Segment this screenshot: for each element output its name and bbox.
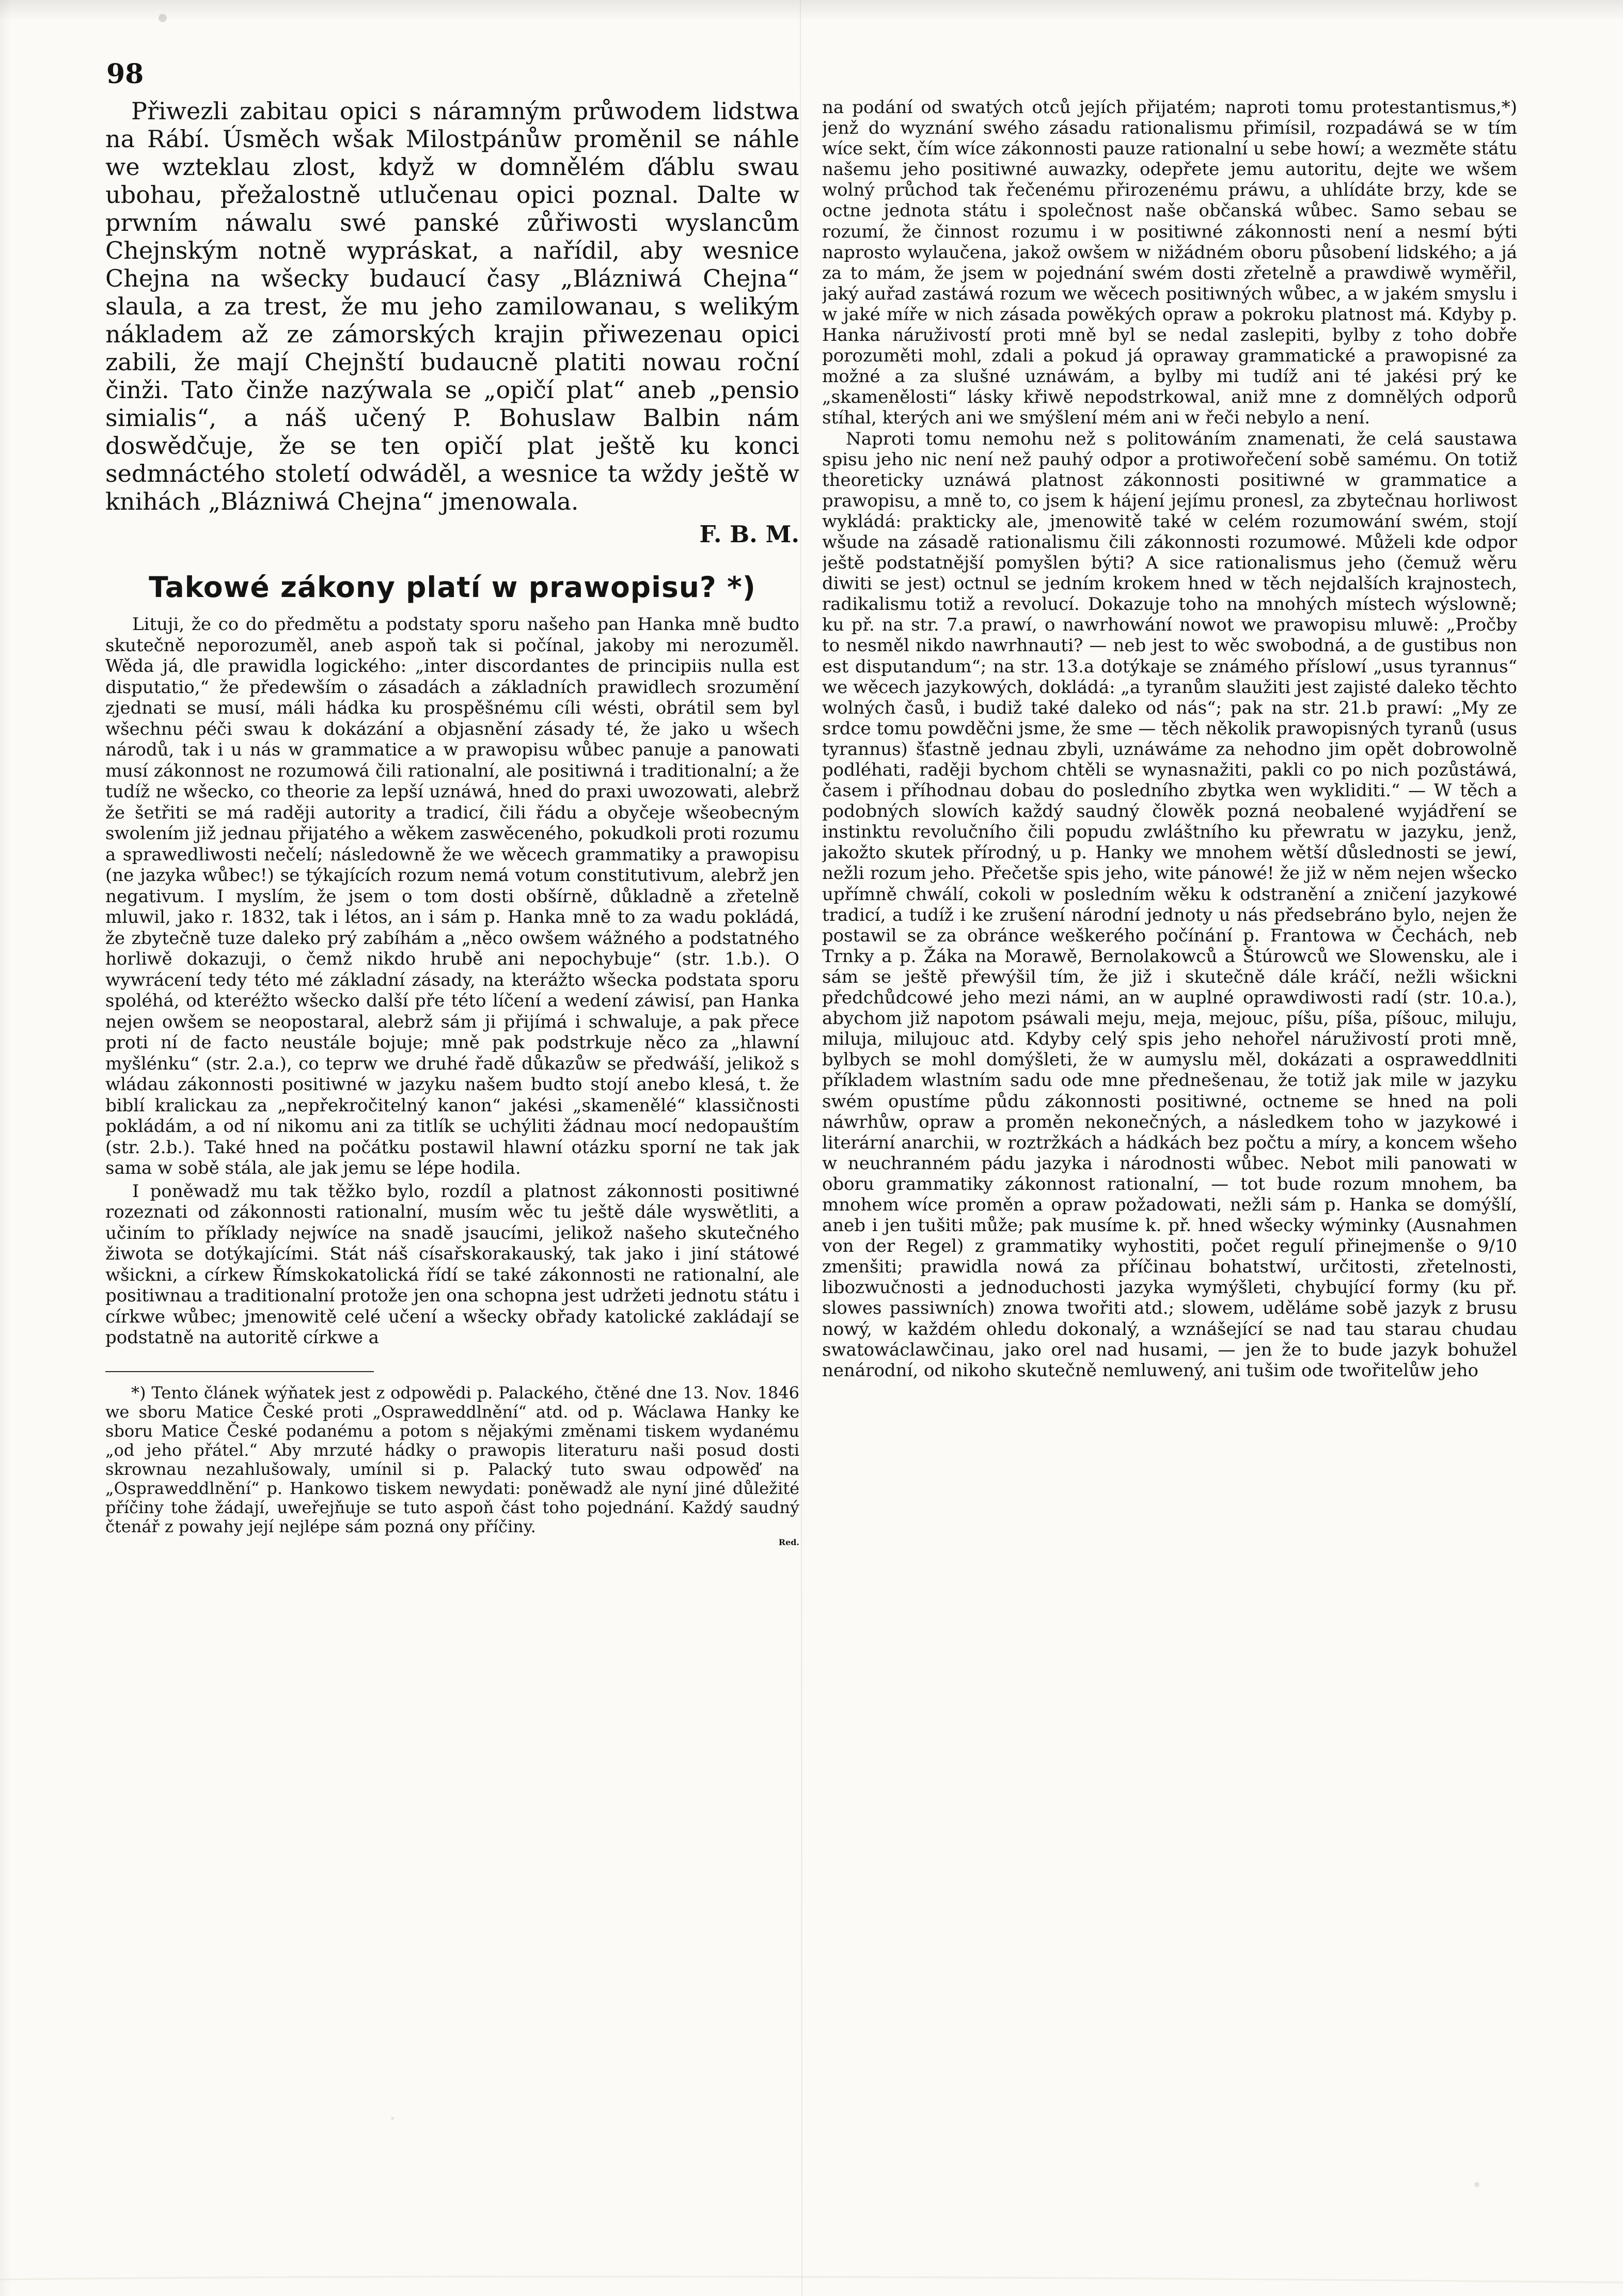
story-signature: F. B. M. [699, 521, 799, 548]
page-number: 98 [106, 58, 144, 90]
footnote-divider [105, 1371, 374, 1372]
left-column [105, 97, 799, 2039]
right-paragraph-one: na podání od swatých otců jejích přijatém; naproti tomu protestantismus,*) jenž do wyznání swého zásadu rationalismu přimísil, rozpadáwá se w tím wíce sekt, čím wíce zákonnosti pauze rationalní u sebe howí; a wezměte státu našemu jeho positiwné auwazky, odepřete jemu autoritu, dejte we wšem wolný průchod tak řečenému přirozenému práwu, a uhlídáte brzy, kde se octne jednota státu i společnost naše občanská wůbec. Samo sebau se rozumí, že činnost rozumu i w positiwné zákonnosti není a nesmí býti naprosto wylaučena, jakož owšem w nižádném oboru působení lidského; a já za to mám, že jsem w pojednání swém dosti zřetelně a prawdiwě wyměřil, jaký auřad zastáwá rozum we wěcech positiwných wůbec, a w jakém smyslu i w jaké míře w nich zásada powěkých opraw a pokroku platnost má. Kdyby p. Hanka náruživostí proti mně byl se nedal zaslepiti, bylby z toho dobře porozuměti mohl, zdali a pokud já opraway grammatické a prawopisné za možné a za slušné uznáwám, a bylby mi tudíž ani té jakési prý ke „skamenělosti“ lásky křiwě nepodstrkowal, aniž mne z domnělých odporů stíhal, kterých ani we smýšlení mém ani w řeči nebylo a není. [822, 97, 1517, 429]
opening-story-paragraph: Přiwezli zabitau opici s náramným průwodem lidstwa na Rábí. Úsměch wšak Milostpánůw proměnil se náhle we wzteklau zlost, když w domnělém ďáblu swau ubohau, přežalostně utlučenau opici poznal. Dalte w prwním náwalu swé panské zůřiwosti wyslancům Chejnským notně wypráskat, a nařídil, aby wesnice Chejna na wšecky budaucí časy „Blázniwá Chejna“ slaula, a za trest, že mu jeho zamilowanau, s welikým nákladem až ze zámorských krajin přiwezenau opici zabili, že mají Chejnští budaucně platiti nowau roční činži. Tato činže nazýwala se „opičí plat“ aneb „pensio simialis“, a náš učený P. Bohuslaw Balbin nám doswědčuje, že se ten opičí plat ještě ku konci sedmnáctého století odwáděl, a wesnice ta wždy ještě w knihách „Blázniwá Chejna“ jmenowala. [105, 97, 799, 515]
right-column [822, 97, 1517, 2049]
article-paragraph-two: I poněwadž mu tak těžko bylo, rozdíl a platnost zákonnosti positiwné rozeznati od zákonnosti rationalní, musím wěc tu ještě dále wyswětliti, a učiním to příklady nejwíce na snadě jsaucími, jelikož našeho skutečného žiwota se dotýkajícími. Stát náš císařskorakauský, tak jako i jiní státowé wšicknі, a církew Římskokatolická řídí se také zákonnosti ne rationalní, ale positiwnau a traditionalní protože jen ona schopna jest udržeti jednotu státu i církwe wůbec; jmenowitě celé učení a wšecky obřady katolické zakládají se podstatně na autoritě církwe a [105, 1181, 799, 1348]
article-heading: Takowé zákony platí w prawopisu? *) [149, 571, 756, 604]
footnote-text: *) Tento článek wýňatek jest z odpowědi p. Palackého, čtěné dne 13. Nov. 1846 we sboru Matice České proti „Ospraweddlnění“ atd. od p. Wáclawa Hanky ke sboru Matice České podanému a potom s nějakými změnami tiskem wydanému „od jeho přátel.“ Aby mrzuté hádky o prawopis literaturu naši posud dosti skrownau nezahlušowaly, umínil si p. Palacký tuto swau odpowěď na „Ospraweddlnění“ p. Hankowo tiskem newydati: poněwadž ale nyní jiné důležité příčiny tohe žádají, uweřejňuje se tuto aspoň část toho pojednání. Každý saudný čtenář z powahy její nejlépe sám pozná ony příčiny. [105, 1382, 799, 1536]
footnote-editor-mark: Red. [778, 1537, 799, 1547]
right-paragraph-two: Naproti tomu nemohu než s politowáním znamenati, že celá saustawa spisu jeho nic není než pauhý odpor a protiwořečení sobě samému. On totiž theoreticky uznáwá platnost zákonnosti positiwné w grammatice a prawopisu, a mně to, co jsem k hájení jejímu pronesl, za zbytečnau horliwost wykládá: prakticky ale, jmenowitě také w celém rozumowání swém, stojí wšude na zásadě rationalismu čili zákonnosti rozumowé. Můželi kde odpor ještě podstatnější pomyšlen býti? A sice rationalismus jeho (čemuž wěru diwiti se jest) octnul se jedním krokem hned w těch nejdalších krajnostech, radikalismu totiž a revolucí. Dokazuje toho na mnohých místech wýslowně; ku př. na str. 7.a prawí, o nawrhowání nowot we prawopisu mluwě: „Pročby to nesměl nikdo nawrhnauti? — neb jest to wěc swobodná, a de gustibus non est disputandum“; na str. 13.a dotýkaje se známého příslowí „usus tyrannus“ we wěcech jazykowých, dokládá: „a tyranům slaužiti jest zajisté daleko těchto wolných časů, i budiž také daleko od nás“; pak na str. 21.b prawí: „My ze srdce tomu powděčni jsme, že sme — těch několik prawopisných tyranů (usus tyrannus) šťastně jednau zbyli, uznáwáme za nehodno jim opět dobrowolně podléhati, raději bychom chtěli se wynasnažiti, pakli co po nich pozůstáwá, časem i příhodnau dobau do posledního zbytka wen wykliditi.“ — W těch a podobných slowích každý saudný člowěk pozná neobalené wyjádření se instinktu revolučního čili popudu zwláštního ku přewratu w jazyku, jenž, jakožto skutek přírodný, u p. Hanky we mnohem wětší důslednosti se jewí, nežli rozum jeho. Přečetše spis jeho, wite pánowé! že již w něm nejen wšecko upřímně chwálí, cokoli w posledním wěku k odstranění a zničení jazykowé tradicí, a tudíž i ke zrušení národní jednoty u nás předsebráno bylo, nejen že postawil se za obránce weškerého počínání p. Frantowa w Čechách, neb Trnky a p. Žáka na Morawě, Bernolakowců a Štúrowců we Slowensku, ale i sám se ještě přewýšil tím, že již i skutečně dále kráčí, nežli wšickni předchůdcowé jeho mezi námi, an w auplné oprawdiwosti radí (str. 10.a.), abychom již napotom psáwali meju, meja, mejouc, píšu, píša, píšouc, miluju, milujа, milujouc atd. Kdyby celý spis jeho nehořel náruživostí proti mně, bylbych se mohl domýšleti, že w aumyslu měl, dokázati a ospraweddlniti příkladem wlastním sadu ode mne přednešenau, že totiž jak mile w jazyku swém opustíme půdu zákonnosti positiwné, octneme se hned na poli náwrhůw, opraw a proměn nekonečných, a následkem toho w jazykowé i literární anarchii, w roztržkách a hádkách bez počtu a míry, a koncem wšeho w neuchranném pádu jazyka i národnosti wůbec. Nebot mili panowati w oboru grammatiky zákonnost rationalní, — tot bude rozum mnohem, ba mnohem wíce proměn a opraw požadowati, nežli sám p. Hanka se domýšlí, aneb i jen tušiti může; pak musíme k. př. hned wšecky wýminky (Ausnahmen von der Regel) z grammatiky wyhostiti, počet regulí přinejmenše o 9/10 zmenšiti; prawidla nowá za příčinau bohatstwí, určitosti, zřetelnosti, libozwučnosti a jednoduchosti jazyka wymýšleti, chybující formy (ku př. slowes passiwních) znowa twořiti atd.; slowem, uděláme sobě jazyk z brusu nowý, w každém ohledu dokonalý, a wznášející se nad tau starau chudau swatowáclawčinau, jako orel nad husami, — jen že to bude jazyk bohužel nenárodní, od nikoho skutečně nemluwený, ani tušim ode twořitelůw jeho [822, 428, 1517, 1381]
article-paragraph-one: Lituji, že co do předmětu a podstaty sporu našeho pan Hanka mně budto skutečně neporozuměl, aneb aspoň tak si počínal, jakoby mi nerozuměl. Wěda já, dle prawidla logického: „inter discordantes de principiis nulla est disputatio,“ že předewším o zásadách a základních prawidlech srozumění zjednati se musí, máli hádka ku prospěšnému cíli wésti, obrátil sem byl wšechnu péči swau k dokázání a objasnění zásady té, že jako u wšech národů, tak i u nás w grammatice a w prawopisu wůbec panuje a panowati musí zákonnost ne rozumowá čili rationalní, ale positiwná i traditionalní; a že tudíž ne wšecko, co theorie za lepší uznáwá, hned do praxi uwozowati, alebrž že šetřiti se má raději autority a tradicí, čili řádu a obyčeje wšeobecným swolením již jednau přijatého a wěkem zaswěceného, pokudkoli proti rozumu a sprawedliwosti nečelí; následowně že we wěcech grammatiky a prawopisu (ne jazyka wůbec!) se týkajících rozum nemá votum constitutivum, alebrž jen negativum. I myslím, že jsem o tom dosti obšírně, důkladně a zřetelně mluwil, jako r. 1832, tak i létos, an i sám p. Hanka mně to za wadu pokládá, že zbytečně tuze daleko prý zabíhám a „něco owšem wážného a podstatného horliwě dokazuji, o čemž nikdo hrubě ani nepochybuje“ (str. 1.b.). O wywrácení tedy této mé základní zásady, na kterážto wšecka podstata sporu spoléhá, od kteréžto wšecko další pře této líčení a wedení záwisí, pan Hanka nejen owšem se neopostaral, alebrž sám ji přijímá i schwaluje, a pak přece proti ní de facto neustále bojuje; mně pak podstrkuje něco za „hlawní myšlénku“ (str. 2.a.), co teprw we druhé řadě důkazůw se předwáší, jelikož s wládau zákonnosti positiwné w jazyku našem budto stojí anebo klesá, t. že biblí kralickau za „nepřekročitelný kanon“ jakési „skamenělé“ klassičnosti pokládám, a od ní nikomu ani za titlík se uchýliti žádnau mocí nedopauštím (str. 2.b.). Také hned na počátku postawil hlawní otázku sporní ne tak jak sama w sobě stála, ale jak jemu se lépe hodila. [105, 614, 799, 1178]
